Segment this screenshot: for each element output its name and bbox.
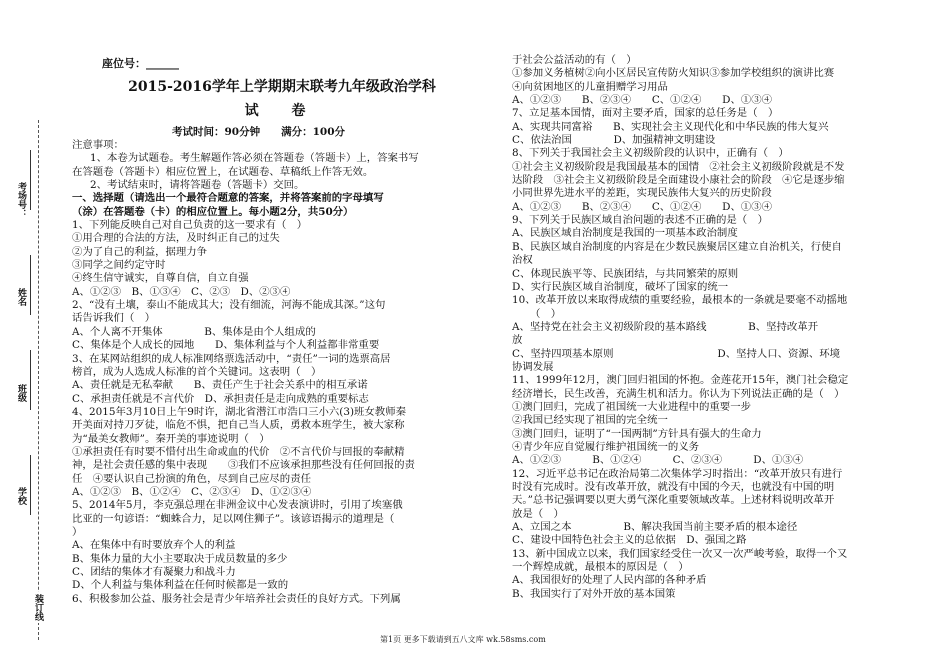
text-line: 于社会公益活动的有（ ）: [512, 54, 637, 66]
text-line: ）: [72, 525, 83, 538]
text-line: 达阶段 ③社会主义初级阶段是全面建设小康社会的阶段 ④它是逐步缩: [512, 174, 845, 187]
text-line: D、实行民族区域自治制度，破坏了国家的统一: [512, 280, 729, 293]
text-line: 天。”总书记强调要以更大勇气深化重要领域改革。上述材料说明改革开: [512, 494, 835, 507]
text-line: 放是（ ）: [512, 507, 564, 520]
exam-subtitle: 试 卷: [244, 103, 320, 119]
binding-margin: [0, 0, 68, 658]
text-line: 一、选择题（请选出一个最符合题意的答案，并将答案前的字母填写: [72, 192, 384, 205]
text-line: （ ）: [530, 307, 562, 320]
text-line: ④青少年应自觉履行维护祖国统一的义务: [512, 440, 700, 453]
text-line: ①澳门回归，完成了祖国统一大业进程中的重要一步: [512, 400, 751, 413]
text-line: 时没有完成时。没有改革开放，就没有中国的今天，也就没有中国的明: [512, 481, 835, 493]
name-label: 姓名: [16, 288, 26, 306]
text-line: 13、新中国成立以来，我们国家经受住一次又一次严峻考验，取得一个又: [512, 547, 848, 560]
text-line: B、民族区域自治制度的内容是在少数民族聚居区建立自治机关，行使自: [512, 240, 842, 253]
text-line: （涂）在答题卷（卡）的相应位置上。每小题2分，共50分）: [72, 205, 354, 218]
right-question-text: [512, 54, 932, 601]
binding-line-label: 装订线: [33, 594, 43, 621]
exam-title: 2015-2016学年上学期期末联考九年级政治学科: [128, 79, 436, 95]
page-footer: 第1页 更多下载请到五八文库 wk.58sms.com: [380, 635, 546, 644]
text-line: A、①②③ B、①②④ C、②③④ D、①②③④: [72, 485, 312, 498]
text-line: B、集体力量的大小主要取决于成员数量的多少: [72, 552, 288, 565]
text-line: 协调发展: [512, 360, 554, 373]
text-line: C、坚持四项基本原则 D、坚持人口、资源、环境: [512, 347, 840, 360]
school-label: 学校: [16, 487, 26, 505]
text-line: 注意事项：: [72, 139, 124, 151]
text-line: 11、1999年12月，澳门回归祖国的怀抱。金莲花开15年，澳门社会稳定: [512, 374, 849, 387]
text-line: 治权: [512, 254, 533, 267]
text-line: 12、习近平总书记在政治局第二次集体学习时指出：“改革开放只有进行: [512, 467, 843, 480]
text-line: 2、“没有土壤，泰山不能成其大；没有细流，河海不能成其深。”这句: [72, 299, 386, 312]
text-line: ①参加义务植树②向小区居民宣传防火知识③参加学校组织的演讲比赛: [512, 67, 835, 80]
text-line: 放: [512, 334, 523, 347]
text-line: 开美面对持刀歹徒，临危不惧，把自己当人质，勇救本班学生，被大家称: [72, 419, 405, 432]
text-line: A、立国之本 B、解决我国当前主要矛盾的根本途径: [512, 521, 798, 534]
text-line: 任 ④要认识自己扮演的角色，尽到自己应尽的责任: [72, 472, 311, 485]
text-line: A、①②③ B、②③④ C、①②④ D、①③④: [512, 200, 773, 213]
text-line: 10、改革开放以来取得成绩的重要经验，最根本的一条就是要毫不动摇地: [512, 294, 848, 307]
text-line: A、①②③ B、①③④ C、②③ D、②③④: [72, 285, 291, 298]
text-line: 比亚的一句谚语：“蜘蛛合力，足以网住狮子”。该谚语揭示的道理是（: [72, 512, 395, 525]
text-line: C、建设中国特色社会主义的总依据 D、强国之路: [512, 534, 747, 547]
text-line: 经济增长，民生改善，充满生机和活力。你认为下列说法正确的是（ ）: [512, 387, 845, 400]
binding-dashed-line: [38, 120, 39, 640]
text-line: 为“最美女教师”。秦开美的事迹说明（ ）: [72, 432, 270, 445]
name-blank: [30, 255, 32, 315]
class-label: 班级: [16, 384, 26, 402]
text-line: 神，是社会责任感的集中表现 ③我们不应该承担那些没有任何回报的责: [72, 459, 415, 472]
text-line: 话告诉我们（ ）: [72, 312, 156, 325]
text-line: A、①②③ B、①②④ C、②③④ D、①③④: [512, 454, 804, 467]
school-blank: [30, 455, 32, 515]
seat-number: 座位号：______: [102, 57, 179, 70]
text-line: A、在集体中有时要放弃个人的利益: [72, 539, 236, 552]
text-line: 2、考试结束时，请将答题卷（答题卡）交回。: [90, 179, 305, 192]
text-line: A、个人离不开集体 B、集体是由个人组成的: [72, 325, 316, 338]
text-line: ②为了自己的利益，据理力争: [72, 245, 208, 258]
text-line: 5、2014年5月，李克强总理在非洲金议中心发表演讲时，引用了埃塞俄: [72, 499, 403, 512]
text-line: B、我国实行了对外开放的基本国策: [512, 587, 676, 600]
text-line: C、承担责任就是不言代价 D、承担责任是走向成熟的重要标志: [72, 392, 369, 405]
text-line: 8、下列关于我国社会主义初级阶段的认识中，正确有（ ）: [512, 147, 789, 160]
text-line: 3、在某网站组织的成人标准网络票选活动中，“责任”一词的选票高居: [72, 352, 391, 365]
text-line: D、个人利益与集体利益在任何时候都是一致的: [72, 579, 289, 592]
text-line: C、集体是个人成长的园地 D、集体利益与个人利益都非常重要: [72, 339, 380, 352]
text-line: 一个辉煌成就，最根本的原因是（ ）: [512, 561, 689, 574]
text-line: C、体现民族平等、民族团结，与共同繁荣的原则: [512, 267, 739, 280]
text-line: ②我国已经实现了祖国的完全统一: [512, 414, 668, 427]
text-line: 1、下列能反映自己对自己负责的这一要求有（ ）: [72, 219, 308, 232]
text-line: A、坚持党在社会主义初级阶段的基本路线 B、坚持改革开: [512, 320, 819, 333]
text-line: ④向贫困地区的儿童捐赠学习用品: [512, 80, 668, 93]
text-line: A、实现共同富裕 B、实现社会主义现代化和中华民族的伟大复兴: [512, 120, 829, 133]
exam-info: 考试时间：90分钟 满分：100分: [172, 126, 346, 138]
text-line: A、责任就是无私奉献 B、责任产生于社会关系中的相互承诺: [72, 379, 368, 392]
text-line: ③同学之间约定守时: [72, 259, 166, 272]
text-line: 7、立足基本国情，面对主要矛盾，国家的总任务是（ ）: [512, 107, 779, 120]
exam-room-label: 考场号：: [16, 182, 26, 218]
text-line: ④终生信守诚实，自尊自信，自立自强: [72, 272, 249, 285]
text-line: 小同世界先进水平的差距，实现民族伟大复兴的历史阶段: [512, 187, 772, 200]
text-line: 9、下列关于民族区域自治问题的表述不正确的是（ ）: [512, 214, 768, 227]
text-line: C、团结的集体才有凝聚力和战斗力: [72, 566, 236, 578]
text-line: ①社会主义初级阶段是我国最基本的国情 ②社会主义初级阶段就是不发: [512, 160, 845, 173]
text-line: 榜首，成为人选成人标准的首个关键词。这表明（ ）: [72, 365, 322, 378]
text-line: A、民族区域自治制度是我国的一项基本政治制度: [512, 227, 738, 240]
text-line: 在答题卷（答题卡）相应位置上，在试题卷、草稿纸上作答无效。: [72, 165, 374, 178]
text-line: 6、积极参加公益、服务社会是青少年培养社会责任的良好方式。下列属: [72, 592, 401, 605]
class-blank: [30, 350, 32, 410]
text-line: C、依法治国 D、加强精神文明建设: [512, 134, 716, 147]
text-line: 1、本卷为试题卷。考生解题作答必须在答题卷（答题卡）上，答案书写: [90, 152, 419, 165]
left-question-text: [72, 139, 480, 606]
text-line: ①用合理的合法的方法，及时纠正自己的过失: [72, 232, 280, 245]
text-line: A、我国很好的处理了人民内部的各种矛盾: [512, 574, 707, 587]
text-line: ①承担责任有时要不惜付出生命或血的代价 ②不言代价与回报的奉献精: [72, 445, 405, 458]
text-line: 4、2015年3月10日上午9时许，湖北省潜江市浩口三小六(3)班女教师秦: [72, 405, 406, 418]
text-line: A、①②③ B、②③④ C、①②④ D、①③④: [512, 94, 773, 107]
text-line: ③澳门回归，证明了“一国两制”方针具有强大的生命力: [512, 427, 762, 440]
exam-room-blank: [30, 150, 32, 210]
